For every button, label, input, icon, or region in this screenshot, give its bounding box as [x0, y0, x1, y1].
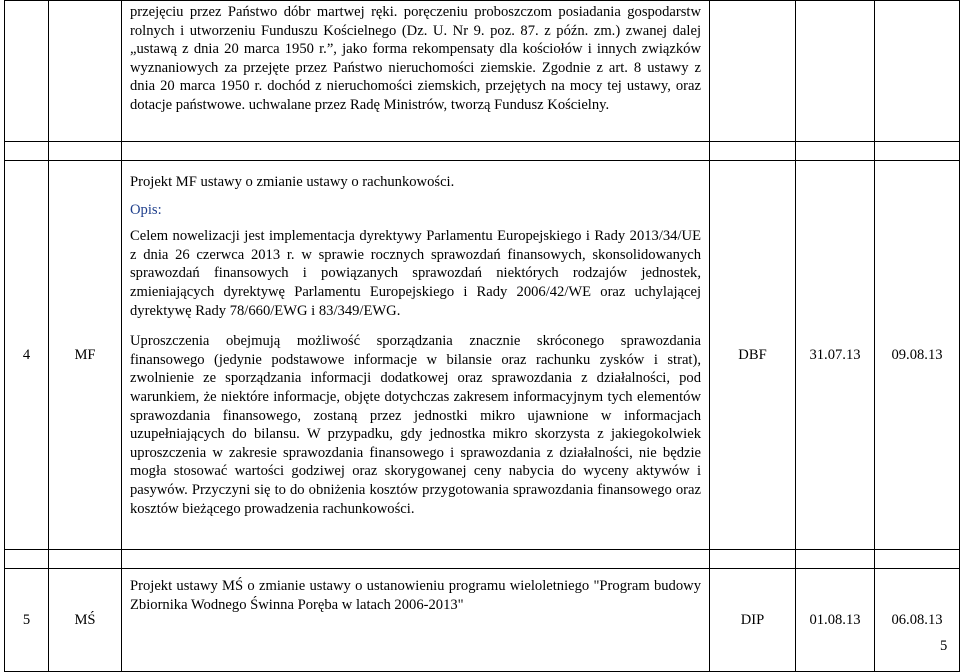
document-table [4, 0, 960, 672]
table-row-continuation [5, 1, 960, 142]
content-cell [122, 569, 710, 672]
table-spacer-row [5, 142, 960, 161]
table-row-5 [5, 569, 960, 672]
date-deadline: 06.08.13 [875, 569, 960, 672]
department: DIP [710, 569, 796, 672]
date1-cell [796, 1, 875, 142]
date-received: 01.08.13 [796, 569, 875, 672]
institution-cell [49, 1, 122, 142]
description-paragraph-1: Celem nowelizacji jest implementacja dyrektywy Parlamentu Europejskiego i Rady 2013/34/UE z dnia 26 czerwca 2013 r. w sprawie rocznych sprawozdań finansowych, skonsolidowanych sprawozdań finansowych i powiązanych sprawozdań niektórych rodzajów jednostek, zmieniających dyrektywę Parlamentu Europejskiego i Rady 2006/42/WE oraz uchylającej dyrektywę Rady 78/660/EWG i 83/349/EWG. [130, 228, 701, 319]
date-received: 31.07.13 [796, 161, 875, 550]
row-number: 4 [5, 161, 49, 550]
project-title: Projekt ustawy MŚ o zmianie ustawy o ustanowieniu programu wieloletniego "Program budowy Zbiornika Wodnego Świnna Poręba w latach 2006-2013" [130, 578, 701, 613]
row-number: 5 [5, 569, 49, 672]
institution: MŚ [49, 569, 122, 672]
content-cell [122, 161, 710, 550]
date2-cell [875, 1, 960, 142]
date-deadline: 09.08.13 [875, 161, 960, 550]
project-title: Projekt MF ustawy o zmianie ustawy o rachunkowości. [130, 174, 455, 190]
table-spacer-row [5, 550, 960, 569]
content-cell [122, 1, 710, 142]
continuation-text: przejęciu przez Państwo dóbr martwej ręki. poręczeniu proboszczom posiadania gospodarstw rolnych i utworzeniu Funduszu Kościelnego (Dz. U. Nr 9. poz. 87. z późn. zm.) zwanej dalej „ustawą z dnia 20 marca 1950 r.”, jako forma rekompensaty dla kościołów i innych związków wyznaniowych za przejęte przez Państwo nieruchomości ziemskie. Zgodnie z art. 8 ustawy z dnia 20 marca 1950 r. dochód z nieruchomości ziemskich, przejętych na mocy tej ustawy, oraz dotacje państwowe. uchwalane przez Radę Ministrów, tworzą Fundusz Kościelny. [130, 4, 701, 113]
department-cell [710, 1, 796, 142]
department: DBF [710, 161, 796, 550]
institution: MF [49, 161, 122, 550]
page-number: 5 [940, 638, 948, 654]
num-cell [5, 1, 49, 142]
description-paragraph-2: Uproszczenia obejmują możliwość sporządzania znacznie skróconego sprawozdania finansowego (jedynie podstawowe informacje w bilansie oraz rachunku zysków i strat), zwolnienie ze sporządzania informacji dodatkowej oraz sprawozdania z działalności, pod warunkiem, że niektóre informacje, objęte dotychczas zakresem informacyjnym tych elementów sprawozdania finansowego, zostaną przez jednostki mikro ujawnione w informacjach uzupełniających do bilansu. W przypadku, gdy jednostka mikro skorzysta z jakiegokolwiek uproszczenia w zakresie sprawozdania finansowego i sprawozdania z działalności, nie będzie mogła stosować wartości godziwej oraz skorygowanej ceny nabycia do wyceny aktywów i pasywów. Przyczyni się to do obniżenia kosztów przygotowania sprawozdania finansowego oraz kosztów bieżącego prowadzenia rachunkowości. [130, 333, 701, 517]
table-row-4 [5, 161, 960, 550]
opis-label: Opis: [130, 201, 162, 218]
